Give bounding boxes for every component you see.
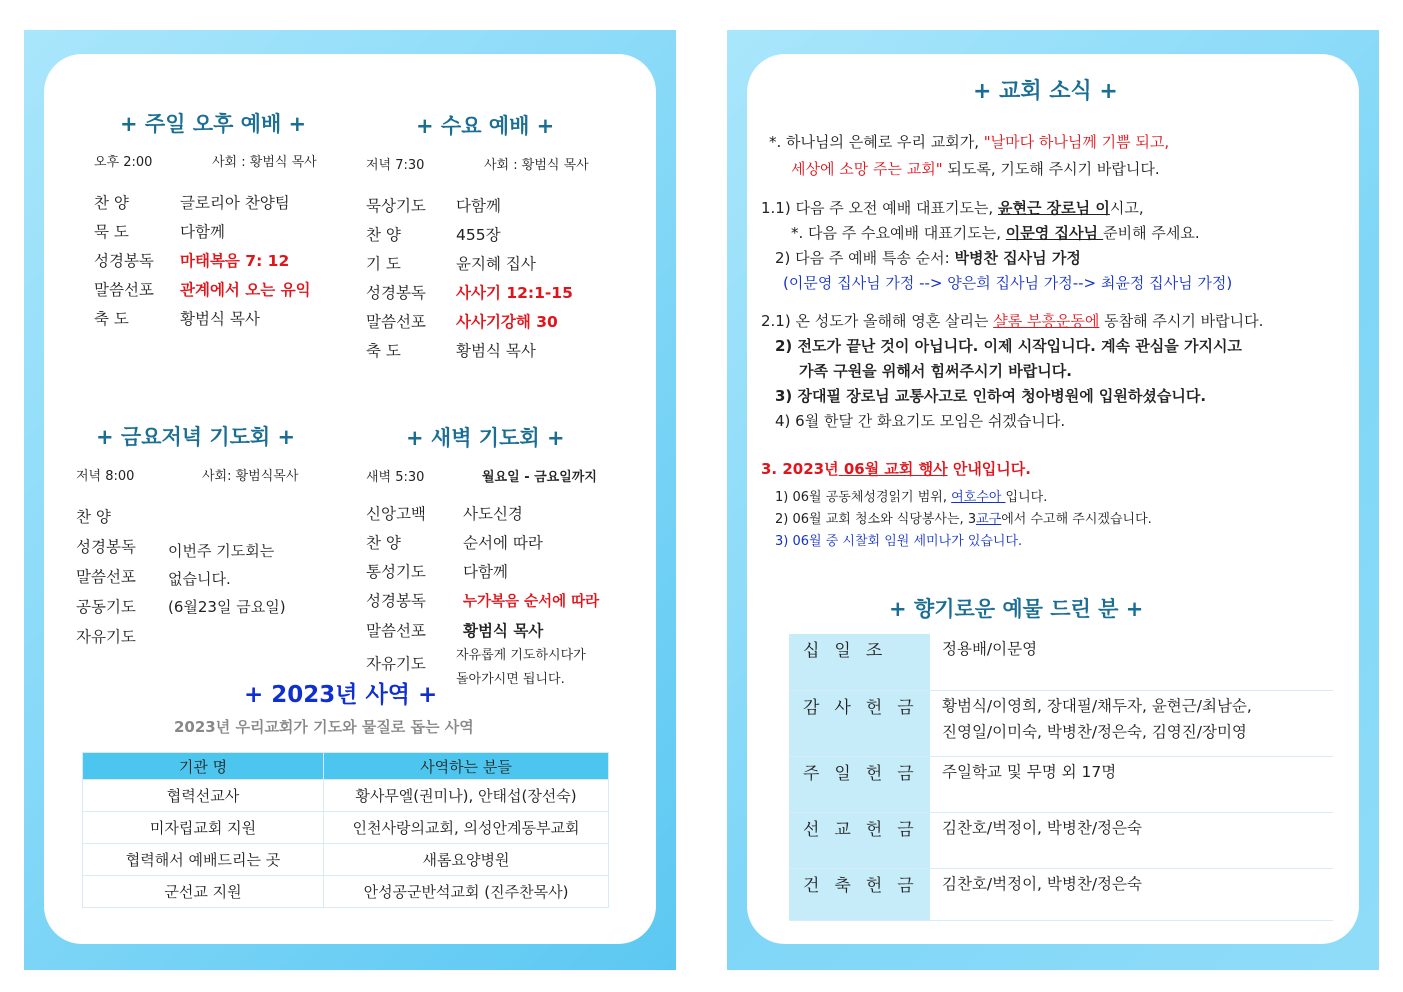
offering-value: 황범식/이영희, 장대필/채두자, 윤현근/최남순, 진영일/이미숙, 박병찬/정은숙, 김영진/장미영	[930, 690, 1333, 756]
offering-value: 주일학교 및 무명 외 17명	[930, 756, 1333, 812]
offering-label: 주일헌금	[789, 756, 930, 812]
note-line: 돌아가시면 됩니다.	[456, 672, 565, 687]
news-title: + 교회 소식 +	[973, 79, 1118, 104]
sunday-pm-time: 오후 2:00	[94, 155, 153, 170]
order-row: 찬 양 455장	[366, 226, 501, 244]
order-row: 성경봉독 마태복음 7: 12	[94, 252, 290, 270]
order-row: 통성기도 다함께	[366, 563, 508, 581]
order-row: 말씀선포 관계에서 오는 유익	[94, 281, 311, 299]
offering-value: 정용배/이문영	[930, 634, 1333, 690]
order-label: 성경봉독	[76, 538, 136, 556]
friday-title: + 금요저녁 기도회 +	[96, 425, 296, 449]
wednesday-host: 사회 : 황범식 목사	[484, 158, 589, 173]
news-2-2b: 가족 구원을 위해서 힘써주시기 바랍니다.	[799, 362, 1072, 380]
friday-note	[168, 537, 286, 621]
news-2-1: 2.1) 온 성도가 올해해 영혼 살리는 샬롬 부흥운동에 동참해 주시기 바랍니다.	[761, 312, 1264, 330]
dawn-days: 월요일 - 금요일까지	[482, 470, 597, 485]
dawn-title: + 새벽 기도회 +	[406, 426, 565, 450]
offering-title: + 향기로운 예물 드린 분 +	[889, 597, 1144, 621]
left-card	[44, 54, 656, 944]
offering-value: 김찬호/벅정이, 박병찬/정은숙	[930, 868, 1333, 920]
news-1-1: 1.1) 다음 주 오전 예배 대표기도는, 윤현근 장로님 이시고,	[761, 199, 1144, 217]
order-row: 성경봉독 누가복음 순서에 따라	[366, 592, 600, 610]
wednesday-order	[366, 192, 573, 366]
sunday-pm-host: 사회 : 황범식 목사	[212, 155, 317, 170]
table-header-row	[83, 753, 609, 780]
news-2-2: 2) 전도가 끝난 것이 아닙니다. 이제 시작입니다. 계속 관심을 가지시고	[775, 337, 1242, 355]
table-row	[83, 844, 609, 876]
offering-value: 김찬호/벅정이, 박병찬/정은숙	[930, 812, 1333, 868]
dawn-free-label: 자유기도	[366, 655, 426, 673]
note-line: 없습니다.	[168, 570, 231, 588]
right-card	[747, 54, 1359, 944]
order-row: 말씀선포 사사기강해 30	[366, 313, 558, 331]
dawn-order	[366, 500, 599, 646]
offering-label: 십일조	[789, 634, 930, 690]
wednesday-title: + 수요 예배 +	[416, 114, 555, 138]
table-row	[789, 634, 1333, 690]
order-row: 찬 양 글로리아 찬양팀	[94, 194, 290, 212]
offering-label: 건축헌금	[789, 868, 930, 920]
order-row: 묵상기도 다함께	[366, 197, 501, 215]
note-line: (6월23일 금요일)	[168, 598, 286, 616]
news-3-3: 3) 06월 중 시찰회 임원 세미나가 있습니다.	[775, 534, 1023, 549]
news-1-2-order: (이문영 집사님 가정 --> 양은희 집사님 가정--> 최윤정 집사님 가정)	[783, 274, 1233, 292]
table-cell: 군선교 지원	[83, 876, 324, 908]
table-cell: 협력해서 예배드리는 곳	[83, 844, 324, 876]
table-cell: 황사무엘(권미나), 안태섭(장선숙)	[324, 780, 609, 812]
friday-time: 저녁 8:00	[76, 469, 135, 484]
order-row: 축 도 황범식 목사	[366, 342, 536, 360]
table-cell: 미자립교회 지원	[83, 812, 324, 844]
table-row	[789, 756, 1333, 812]
mission-table	[82, 752, 609, 908]
news-3-1: 1) 06월 공동체성경읽기 범위, 여호수아 입니다.	[775, 490, 1048, 505]
table-cell: 협력선교사	[83, 780, 324, 812]
order-row: 신앙고백 사도신경	[366, 505, 523, 523]
news-intro-1: *. 하나님의 은혜로 우리 교회가, "날마다 하나님께 기쁨 되고,	[769, 133, 1170, 151]
left-page	[24, 30, 676, 970]
offering-table	[789, 634, 1333, 921]
friday-labels	[76, 502, 136, 652]
news-2-4: 4) 6월 한달 간 화요기도 모임은 쉬겠습니다.	[775, 412, 1066, 430]
column-header: 기관 명	[83, 753, 324, 780]
table-row	[83, 876, 609, 908]
right-page	[727, 30, 1379, 970]
table-cell: 인천사랑의교회, 의성안계동부교회	[324, 812, 609, 844]
news-3-2: 2) 06월 교회 청소와 식당봉사는, 3교구에서 수고해 주시겠습니다.	[775, 512, 1152, 527]
wednesday-time: 저녁 7:30	[366, 158, 425, 173]
order-label: 공동기도	[76, 598, 136, 616]
order-label: 찬 양	[76, 508, 111, 526]
order-row: 찬 양 순서에 따라	[366, 534, 543, 552]
table-row	[789, 812, 1333, 868]
table-row	[83, 812, 609, 844]
order-row: 성경봉독 사사기 12:1-15	[366, 284, 573, 302]
note-line: 이번주 기도회는	[168, 542, 275, 560]
table-cell: 새롬요양병원	[324, 844, 609, 876]
sunday-pm-title: + 주일 오후 예배 +	[120, 112, 307, 136]
news-3: 3. 2023년 06월 교회 행사 안내입니다.	[761, 460, 1031, 478]
sunday-pm-order	[94, 189, 311, 334]
order-row: 말씀선포 황범식 목사	[366, 622, 544, 640]
mission-title: + 2023년 사역 +	[244, 682, 438, 708]
dawn-free-note	[456, 644, 586, 692]
order-row: 묵 도 다함께	[94, 223, 225, 241]
order-label: 말씀선포	[76, 568, 136, 586]
news-1-2: 2) 다음 주 예배 특송 순서: 박병찬 집사님 가정	[775, 249, 1081, 267]
note-line: 자유롭게 기도하시다가	[456, 648, 586, 663]
news-1-1-sub: *. 다음 주 수요예배 대표기도는, 이문영 집사님 준비해 주세요.	[791, 224, 1200, 242]
mission-subtitle: 2023년 우리교회가 기도와 물질로 돕는 사역	[174, 718, 474, 736]
news-2-3: 3) 장대필 장로님 교통사고로 인하여 청아병원에 입원하셨습니다.	[775, 387, 1207, 405]
column-header: 사역하는 분들	[324, 753, 609, 780]
dawn-time: 새벽 5:30	[366, 470, 425, 485]
news-intro-2: 세상에 소망 주는 교회" 되도록, 기도해 주시기 바랍니다.	[791, 160, 1160, 178]
table-row	[789, 868, 1333, 920]
order-row: 축 도 황범식 목사	[94, 310, 260, 328]
table-cell: 안성공군반석교회 (진주찬목사)	[324, 876, 609, 908]
table-row	[789, 690, 1333, 756]
offering-label: 선교헌금	[789, 812, 930, 868]
friday-host: 사회: 황범식목사	[202, 469, 299, 484]
table-row	[83, 780, 609, 812]
order-label: 자유기도	[76, 628, 136, 646]
order-row: 기 도 윤지혜 집사	[366, 255, 536, 273]
offering-label: 감사헌금	[789, 690, 930, 756]
